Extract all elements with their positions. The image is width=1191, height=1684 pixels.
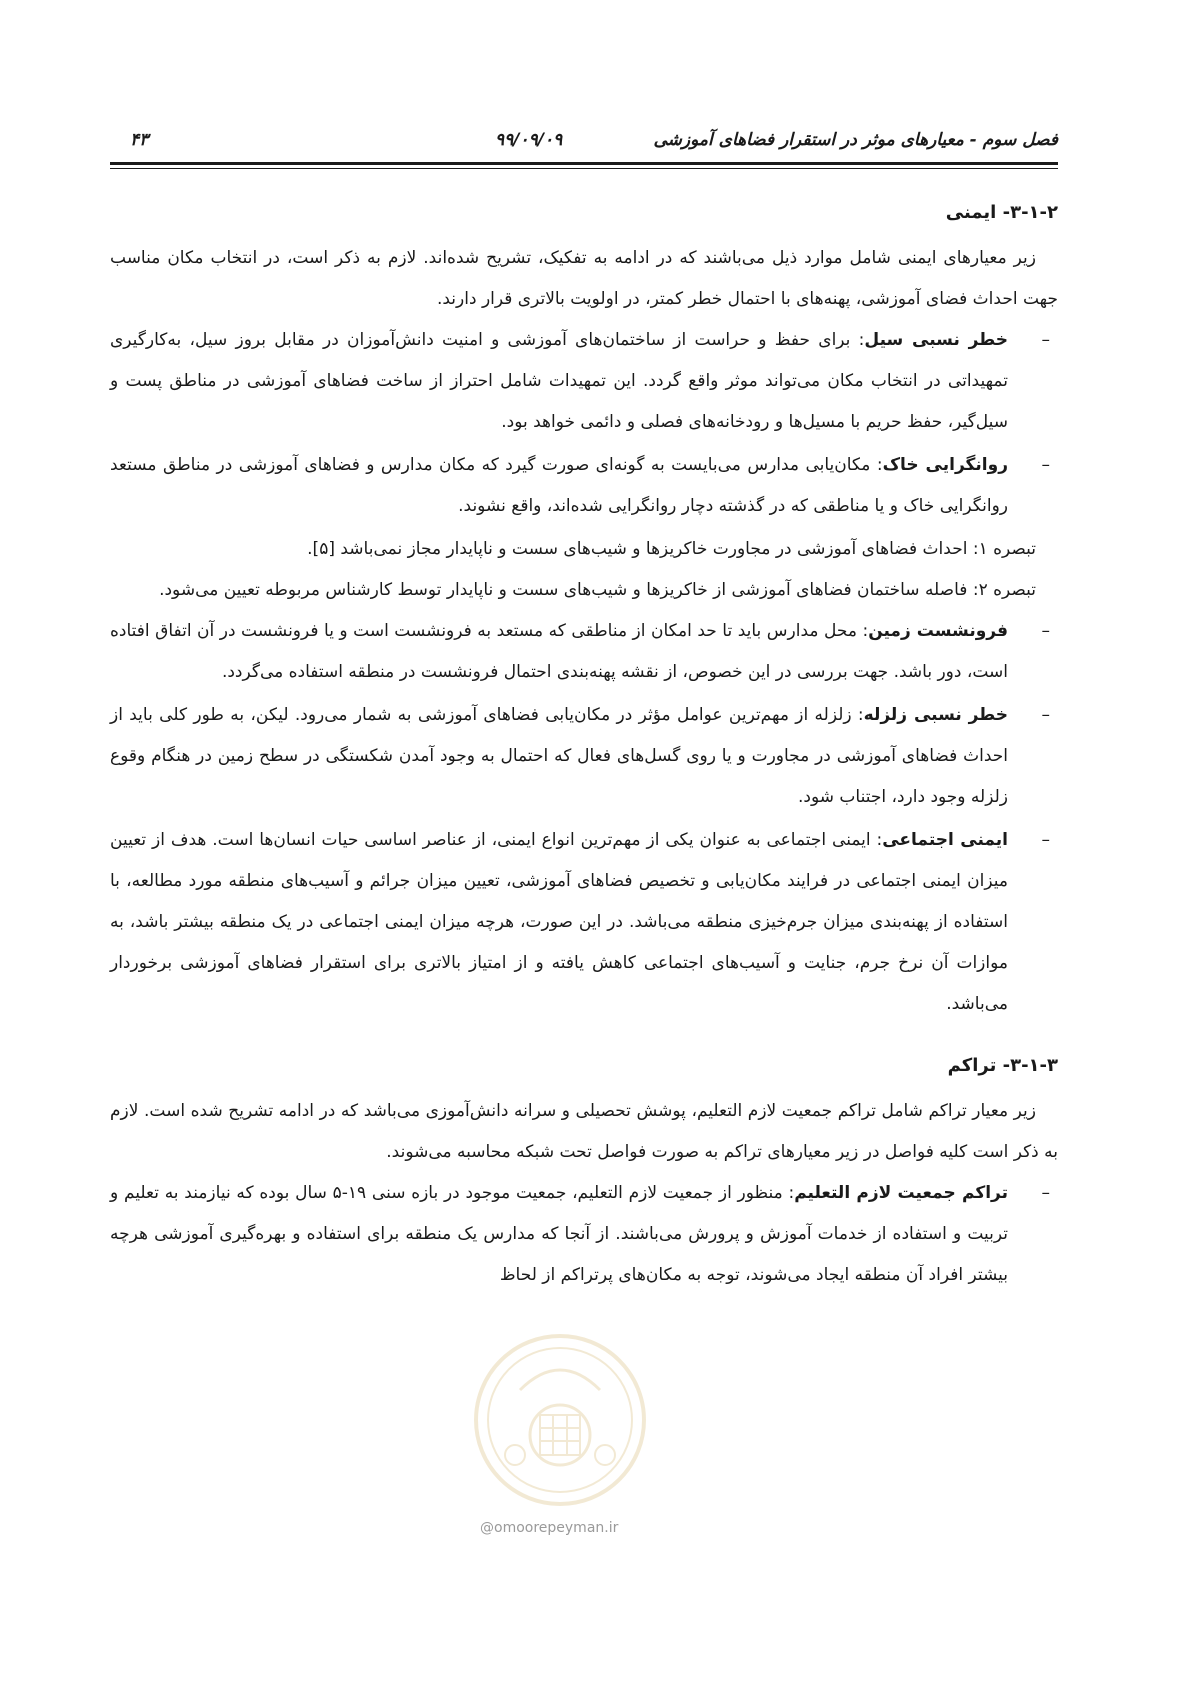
page-number: ۴۳	[130, 130, 149, 150]
item-term: روانگرایی خاک	[882, 455, 1008, 475]
dash-bullet-icon: –	[1041, 705, 1050, 725]
item-text: : ایمنی اجتماعی به عنوان یکی از مهم‌ترین انواع ایمنی، از عناصر اساسی حیات انسان‌ها است. هدف از تعیین میزان ایمنی اجتماعی در فرایند مکان‌یابی و تخصیص فضاهای آموزشی، تعیین میزان جرائم و آسیب‌های منطقه مورد مطالعه، با استفاده از پهنه‌بندی میزان جرم‌خیزی منطقه می‌باشد. در این صورت، هرچه میزان ایمنی اجتماعی در یک منطقه بیشتر باشد، به موازات آن نرخ جرم، جنایت و آسیب‌های اجتماعی کاهش یافته و از امتیاز بالاتری برای استقرار فضاهای آموزشی برخوردار می‌باشد.	[110, 830, 1008, 1014]
list-item	[110, 611, 1058, 693]
item-term: ایمنی اجتماعی	[882, 830, 1008, 850]
section-heading-safety: ۳-۱-۲- ایمنی	[945, 202, 1058, 223]
watermark-url: @omoorepeyman.ir	[480, 1520, 619, 1536]
watermark-seal-icon	[470, 1330, 650, 1510]
header-rule-thin	[110, 168, 1058, 169]
item-text: : منظور از جمعیت لازم التعلیم، جمعیت موجود در بازه سنی ۱۹-۵ سال بوده که نیازمند به تعلیم و تربیت و استفاده از خدمات آموزش و پرورش می‌باشند. از آنجا که مدارس یک منطقه برای استفاده و بهره‌گیری آموزشی هرچه بیشتر افراد آن منطقه ایجاد می‌شوند، توجه به مکان‌های پرتراکم از لحاظ	[110, 1183, 1008, 1285]
list-item	[110, 820, 1058, 1025]
density-intro-paragraph: زیر معیار تراکم شامل تراکم جمعیت لازم التعلیم، پوشش تحصیلی و سرانه دانش‌آموزی می‌باشد که در ادامه تشریح شده است. لازم به ذکر است کلیه فواصل در زیر معیارهای تراکم به صورت فواصل تحت شبکه محاسبه می‌شوند.	[110, 1101, 1058, 1162]
item-term: خطر نسبی زلزله	[863, 705, 1008, 725]
list-item	[110, 695, 1058, 818]
header-rule-thick	[110, 162, 1058, 165]
safety-list-1	[110, 320, 1058, 527]
note-1: تبصره ۱: احداث فضاهای آموزشی در مجاورت خاکریزها و شیب‌های سست و ناپایدار مجاز نمی‌باشد [۵].	[307, 539, 1036, 559]
chapter-title: فصل سوم - معیارهای موثر در استقرار فضاهای آموزشی	[653, 130, 1058, 150]
density-list	[110, 1173, 1058, 1296]
item-text: : برای حفظ و حراست از ساختمان‌های آموزشی و امنیت دانش‌آموزان در مقابل بروز سیل، به‌کارگیری تمهیداتی در انتخاب مکان می‌تواند موثر واقع گردد. این تمهیدات شامل احتراز از ساخت فضاهای آموزشی در مناطق پست و سیل‌گیر، حفظ حریم با مسیل‌ها و رودخانه‌های فصلی و دائمی خواهد بود.	[110, 330, 1008, 432]
item-text: : زلزله از مهم‌ترین عوامل مؤثر در مکان‌یابی فضاهای آموزشی به شمار می‌رود. لیکن، به طور کلی باید از احداث فضاهای آموزشی در مجاورت و یا روی گسل‌های فعال که احتمال به وجود آمدن شکستگی در سطح زمین در هنگام وقوع زلزله وجود دارد، اجتناب شود.	[110, 705, 1008, 807]
dash-bullet-icon: –	[1041, 830, 1050, 850]
list-item	[110, 320, 1058, 443]
section-heading-density: ۳-۱-۳- تراکم	[947, 1055, 1058, 1076]
safety-list-2	[110, 611, 1058, 1025]
dash-bullet-icon: –	[1041, 1183, 1050, 1203]
dash-bullet-icon: –	[1041, 330, 1050, 350]
page-body	[110, 188, 1058, 1298]
item-text: : محل مدارس باید تا حد امکان از مناطقی که مستعد به فرونشست است و یا فرونشست در آن اتفاق افتاده است، دور باشد. جهت بررسی در این خصوص، از نقشه پهنه‌بندی احتمال فرونشست در منطقه استفاده می‌گردد.	[110, 621, 1008, 682]
item-term: تراکم جمعیت لازم التعلیم	[794, 1183, 1008, 1203]
list-item	[110, 1173, 1058, 1296]
item-text: : مکان‌یابی مدارس می‌بایست به گونه‌ای صورت گیرد که مکان مدارس و فضاهای آموزشی در مناطق مستعد روانگرایی خاک و یا مناطقی که در گذشته دچار روانگرایی شده‌اند، واقع نشوند.	[110, 455, 1008, 516]
dash-bullet-icon: –	[1041, 455, 1050, 475]
item-term: خطر نسبی سیل	[864, 330, 1008, 350]
dash-bullet-icon: –	[1041, 621, 1050, 641]
section-gap	[110, 1027, 1058, 1041]
list-item	[110, 445, 1058, 527]
item-term: فرونشست زمین	[868, 621, 1009, 641]
header-date: ۹۹/۰۹/۰۹	[495, 130, 563, 150]
note-2: تبصره ۲: فاصله ساختمان فضاهای آموزشی از خاکریزها و شیب‌های سست و ناپایدار توسط کارشناس مربوطه تعیین می‌شود.	[159, 580, 1036, 600]
running-header	[110, 126, 1058, 154]
safety-intro-paragraph: زیر معیارهای ایمنی شامل موارد ذیل می‌باشند که در ادامه به تفکیک، تشریح شده‌اند. لازم به ذکر است، در انتخاب مکان مناسب جهت احداث فضای آموزشی، پهنه‌های با احتمال خطر کمتر، در اولویت بالاتری قرار دارند.	[110, 248, 1058, 309]
